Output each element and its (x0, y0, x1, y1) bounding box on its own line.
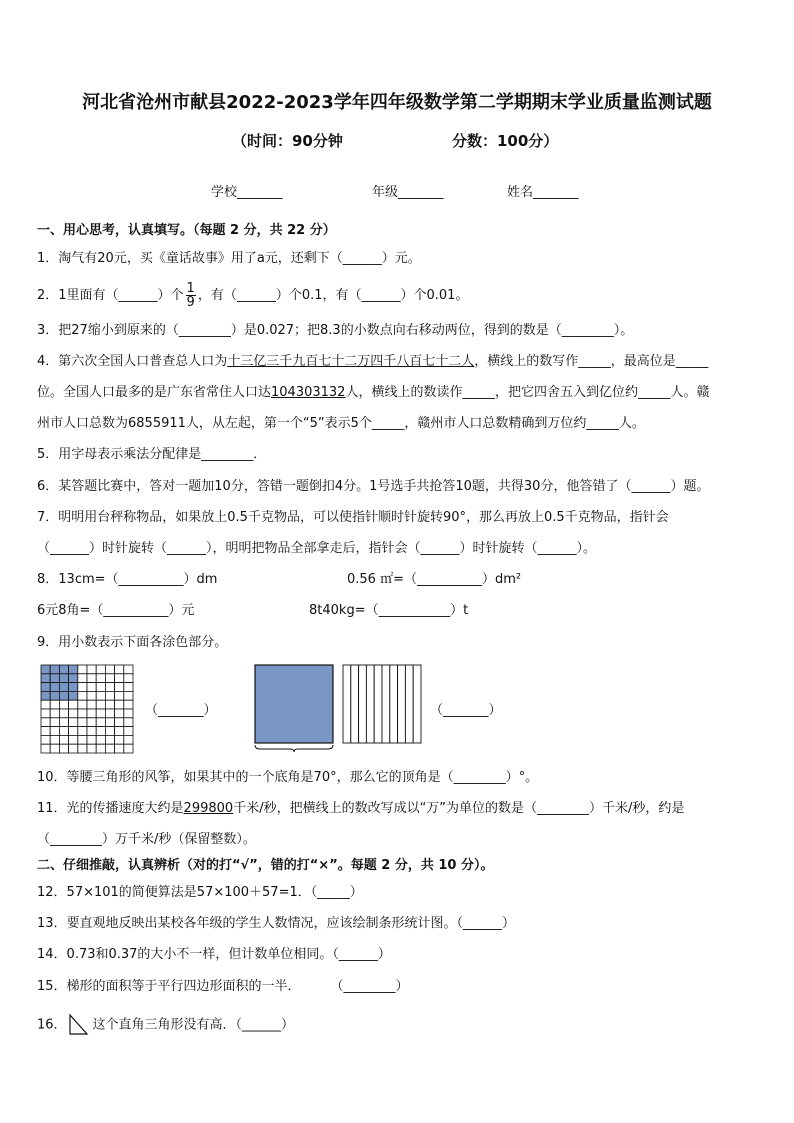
grid-cell (87, 683, 96, 692)
question-4-text-a: 4．第六次全国人口普查总人口为 (37, 354, 228, 369)
grid-cell (96, 727, 105, 736)
grid-cell (87, 665, 96, 674)
grid-cell (78, 674, 87, 683)
right-triangle-icon (67, 1014, 89, 1036)
question-7-line-2: （______）时针旋转（______），明明把物品全部拿走后，指针会（______）时针旋转（______）。 (37, 541, 597, 556)
grid-cell (96, 683, 105, 692)
shaded-cell (41, 691, 50, 700)
question-4-line-3: 州市人口总数为6855911人，从左起，第一个“5”表示5个_____，赣州市人口总数精确到万位约_____人。 (37, 416, 645, 431)
question-7-line-1: 7．明明用台秤称物品，如果放上0.5千克物品，可以使指针顺时针旋转90°，那么再放上0.5千克物品，指针会 (37, 510, 669, 525)
grid-cell (59, 744, 68, 753)
grid-cell (96, 744, 105, 753)
question-2 (37, 282, 765, 309)
question-4-line-1 (37, 353, 765, 371)
question-16 (37, 1014, 765, 1036)
grid-cell (96, 665, 105, 674)
strip (343, 665, 351, 743)
question-4-text-b: ，横线上的数写作_____，最高位是_____ (474, 354, 709, 369)
grid-cell (96, 674, 105, 683)
grid-cell (124, 691, 133, 700)
shaded-square (255, 665, 333, 743)
shaded-cell (59, 683, 68, 692)
grid-cell (50, 700, 59, 709)
grid-cell (115, 735, 124, 744)
grid-cell (59, 718, 68, 727)
shaded-cell (69, 674, 78, 683)
grid-cell (78, 744, 87, 753)
question-5: 5．用字母表示乘法分配律是________． (37, 447, 267, 462)
grid-cell (78, 727, 87, 736)
question-6: 6．某答题比赛中，答对一题加10分，答错一题倒扣4分。1号选手共抢答10题，共得30分，他答错了（______）题。 (37, 479, 710, 494)
question-8-d: 8t40kg=（___________）t (309, 603, 469, 618)
shaded-cell (50, 674, 59, 683)
grid-cell (69, 700, 78, 709)
grid-cell (69, 709, 78, 718)
shaded-cell (50, 683, 59, 692)
grid-cell (87, 727, 96, 736)
grid-cell (69, 727, 78, 736)
question-14: 14．0.73和0.37的大小不一样，但计数单位相同。（______） (37, 947, 391, 962)
question-13: 13．要直观地反映出某校各年级的学生人数情况，应该绘制条形统计图。（______） (37, 916, 516, 931)
grid-cell (41, 744, 50, 753)
shaded-cell (41, 683, 50, 692)
strip (359, 665, 367, 743)
question-8-c: 6元8角=（__________）元 (37, 603, 195, 618)
strip (405, 665, 413, 743)
grid-cell (59, 709, 68, 718)
grid-cell (115, 700, 124, 709)
question-9: 9．用小数表示下面各涂色部分。 (37, 635, 228, 650)
grid-cell (78, 683, 87, 692)
grid-cell (41, 709, 50, 718)
question-1: 1．淘气有20元，买《童话故事》用了a元，还剩下（______）元。 (37, 251, 421, 266)
grid-cell (105, 709, 114, 718)
grid-cell (69, 735, 78, 744)
grid-cell (115, 674, 124, 683)
grid-cell (96, 709, 105, 718)
shaded-cell (69, 683, 78, 692)
grid-cell (124, 718, 133, 727)
grid-cell (115, 665, 124, 674)
grid-cell (124, 709, 133, 718)
grid-cell (124, 665, 133, 674)
grid-cell (59, 727, 68, 736)
shaded-cell (41, 665, 50, 674)
question-16-number: 16． (37, 1017, 67, 1033)
question-9-blank-2: （_______） (430, 703, 502, 718)
grid-cell (87, 744, 96, 753)
question-3: 3．把27缩小到原来的（________）是0.027；把8.3的小数点向右移动两位，得到的数是（________）。 (37, 323, 634, 338)
question-15-blank: （________） (330, 979, 409, 994)
grid-cell (69, 718, 78, 727)
grid-cell (115, 727, 124, 736)
grid-cell (87, 691, 96, 700)
grid-cell (78, 735, 87, 744)
grid-cell (115, 683, 124, 692)
question-9-blank-1: （_______） (145, 703, 217, 718)
population-words: 十三亿三千九百七十二万四千八百七十二人 (227, 354, 475, 369)
grid-cell (78, 709, 87, 718)
grid-cell (78, 700, 87, 709)
grid-cell (69, 744, 78, 753)
shaded-cell (59, 665, 68, 674)
grid-cell (105, 683, 114, 692)
grid-cell (124, 735, 133, 744)
grid-cell (115, 691, 124, 700)
grid-cell (124, 674, 133, 683)
fraction (186, 282, 196, 309)
strip (366, 665, 374, 743)
grade-field[interactable]: 年级_______ (372, 185, 444, 200)
grid-cell (115, 709, 124, 718)
question-11-line-1 (37, 800, 765, 818)
guangdong-population: 104303132 (271, 385, 346, 400)
grid-cell (50, 709, 59, 718)
grid-cell (87, 674, 96, 683)
strip (413, 665, 421, 743)
grid-cell (41, 735, 50, 744)
grid-cell (115, 718, 124, 727)
strip (374, 665, 382, 743)
grid-cell (124, 744, 133, 753)
grid-cell (105, 735, 114, 744)
question-12: 12．57×101的简便算法是57×100＋57=1．（_____） (37, 885, 363, 900)
grid-cell (105, 674, 114, 683)
grid-cell (87, 709, 96, 718)
grid-cell (50, 727, 59, 736)
grid-cell (50, 735, 59, 744)
strip (351, 665, 359, 743)
grid-cell (78, 665, 87, 674)
score-info: 分数：100分） (452, 132, 559, 150)
hundred-grid-figure (40, 664, 136, 756)
question-2-part-b: ，有（______）个0.1，有（______）个0.01。 (197, 288, 469, 303)
question-8-b: 0.56 ㎡=（__________）dm² (347, 572, 522, 587)
grid-cell (124, 683, 133, 692)
grid-cell (50, 744, 59, 753)
brace (255, 745, 333, 752)
page-title: 河北省沧州市献县2022-2023学年四年级数学第二学期期末学业质量监测试题 (82, 92, 712, 113)
grid-cell (105, 727, 114, 736)
school-field[interactable]: 学校_______ (211, 185, 283, 200)
shaded-cell (50, 665, 59, 674)
name-field[interactable]: 姓名_______ (507, 185, 579, 200)
question-8-a: 8．13cm=（__________）dm (37, 572, 218, 587)
question-11-line-2: （________）万千米/秒（保留整数）。 (37, 832, 256, 847)
grid-cell (78, 691, 87, 700)
grid-cell (87, 718, 96, 727)
shaded-cell (69, 665, 78, 674)
grid-cell (105, 691, 114, 700)
grid-cell (78, 718, 87, 727)
grid-cell (41, 700, 50, 709)
shaded-cell (59, 691, 68, 700)
fraction-denominator: 9 (186, 295, 195, 310)
shaded-cell (69, 691, 78, 700)
grid-cell (105, 744, 114, 753)
question-11-text-a: 11．光的传播速度大约是 (37, 801, 184, 816)
question-4-text-c: 位。全国人口最多的是广东省常住人口达 (37, 385, 272, 400)
grid-cell (87, 700, 96, 709)
grid-cell (96, 700, 105, 709)
grid-cell (105, 700, 114, 709)
grid-cell (41, 727, 50, 736)
grid-cell (59, 735, 68, 744)
question-10: 10．等腰三角形的风筝，如果其中的一个底角是70°，那么它的顶角是（________）°。 (37, 770, 539, 785)
question-11-text-b: 千米/秒，把横线上的数改写成以“万”为单位的数是（________）千米/秒，约是 (233, 801, 685, 816)
strip (382, 665, 390, 743)
grid-cell (41, 718, 50, 727)
section-2-heading: 二、仔细推敲，认真辨析（对的打“√”，错的打“×”。每题 2 分，共 10 分）。 (37, 858, 494, 873)
light-speed-number: 299800 (183, 801, 234, 816)
fraction-numerator: 1 (186, 281, 195, 296)
grid-cell (124, 727, 133, 736)
grid-cell (87, 735, 96, 744)
shaded-cell (59, 674, 68, 683)
grid-cell (124, 700, 133, 709)
question-2-part-a: 2．1里面有（______）个 (37, 288, 184, 303)
grid-cell (105, 665, 114, 674)
grid-cell (105, 718, 114, 727)
strip (390, 665, 398, 743)
grid-cell (96, 691, 105, 700)
section-1-heading: 一、用心思考，认真填写。（每题 2 分，共 22 分） (37, 223, 336, 238)
question-15 (37, 978, 765, 996)
question-4-text-d: 人，横线上的数读作_____，把它四舍五入到亿位约_____人。赣 (345, 385, 710, 400)
question-15-text: 15．梯形的面积等于平行四边形面积的一半． (37, 979, 301, 994)
grid-cell (115, 744, 124, 753)
grid-cell (59, 700, 68, 709)
shaded-cell (41, 674, 50, 683)
time-info: （时间：90分钟 (232, 132, 343, 150)
grid-cell (96, 718, 105, 727)
question-16-text: 这个直角三角形没有高．（______） (92, 1017, 295, 1033)
grid-cell (96, 735, 105, 744)
strip (398, 665, 406, 743)
grid-cell (50, 718, 59, 727)
question-4-line-2 (37, 384, 765, 402)
shaded-cell (50, 691, 59, 700)
square-and-strips-figure (250, 664, 422, 754)
